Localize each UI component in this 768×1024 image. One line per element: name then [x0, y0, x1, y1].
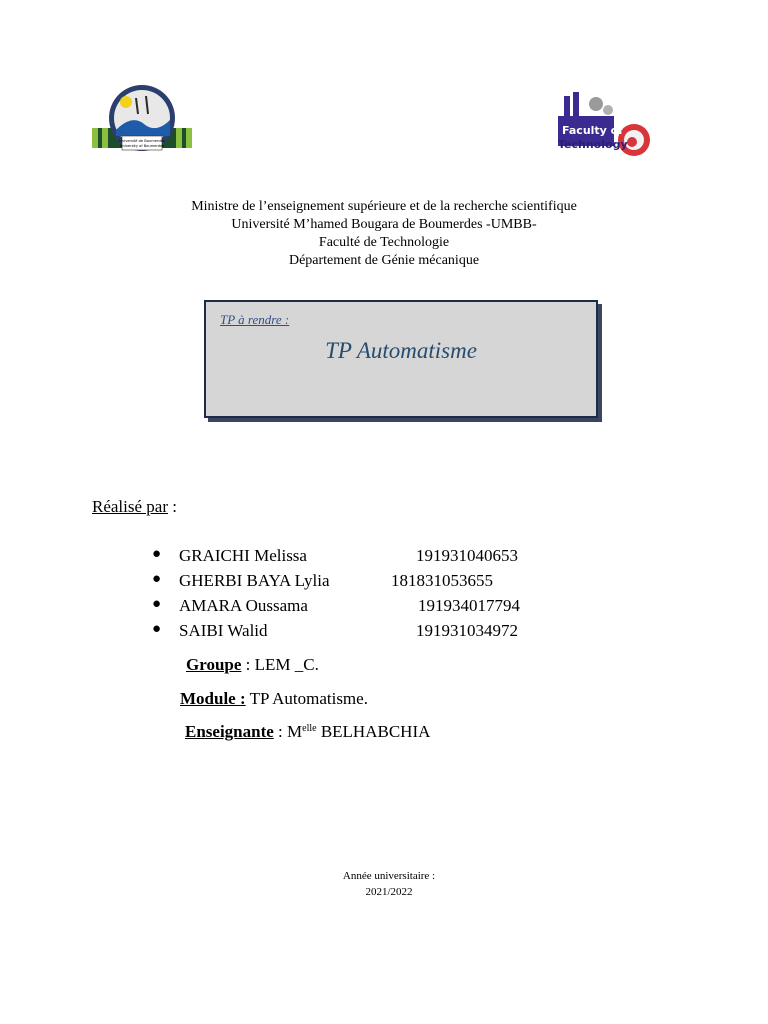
- academic-year-value: 2021/2022: [365, 886, 413, 898]
- bullet-icon: ●: [152, 621, 162, 637]
- module-label: Module :: [180, 689, 246, 708]
- header-line-university: Université M’hamed Bougara de Boumerdes -UMBB-: [231, 217, 537, 232]
- bullet-icon: ●: [152, 571, 162, 587]
- teacher-name: BELHABCHIA: [316, 722, 431, 741]
- header-line-department: Département de Génie mécanique: [288, 253, 480, 268]
- student-name: SAIBI Walid: [179, 621, 268, 640]
- group-value: LEM _C.: [254, 655, 319, 674]
- student-number: 191931040653: [416, 546, 518, 565]
- teacher-label: Enseignante: [185, 722, 274, 741]
- faculty-text-2: Technology: [558, 138, 628, 151]
- bullet-icon: ●: [152, 546, 162, 562]
- student-name: GRAICHI Melissa: [179, 546, 307, 565]
- teacher-sep: : M: [273, 722, 303, 741]
- tp-title-box: [204, 300, 598, 418]
- institution-header: [0, 198, 768, 270]
- header-line-ministry: Ministre de l’enseignement supérieure et de la recherche scientifique: [191, 199, 577, 214]
- group-label: Groupe: [186, 655, 242, 674]
- student-number: 191934017794: [418, 596, 520, 615]
- authors-heading: [92, 497, 177, 517]
- logo-caption-2: University of Boumerdes: [119, 144, 165, 148]
- university-logo: [88, 84, 196, 156]
- academic-year: [0, 868, 768, 900]
- teacher-line: [185, 722, 430, 742]
- teacher-title-sup: elle: [302, 723, 317, 734]
- header-line-faculty: Faculté de Technologie: [318, 235, 450, 250]
- faculty-logo: [556, 90, 654, 158]
- tp-title: TP Automatisme: [325, 338, 477, 363]
- academic-year-label: Année universitaire :: [342, 870, 436, 882]
- tp-label: TP à rendre :: [220, 312, 290, 327]
- list-item: [152, 596, 572, 621]
- list-item: [152, 621, 572, 646]
- student-name: GHERBI BAYA Lylia: [179, 571, 330, 590]
- bullet-icon: ●: [152, 596, 162, 612]
- student-number: 191931034972: [416, 621, 518, 640]
- group-sep: :: [241, 655, 255, 674]
- faculty-text-1: Faculty of: [562, 124, 624, 137]
- student-list: [152, 546, 572, 646]
- list-item: [152, 571, 572, 596]
- student-name: AMARA Oussama: [179, 596, 308, 615]
- logo-caption-1: Université de Boumerdès: [119, 139, 165, 143]
- list-item: [152, 546, 572, 571]
- group-line: [186, 655, 319, 675]
- module-line: [180, 689, 368, 709]
- module-value: TP Automatisme.: [245, 689, 368, 708]
- authors-label: Réalisé par: [92, 497, 168, 516]
- student-number: 181831053655: [391, 571, 493, 590]
- authors-colon: :: [168, 497, 177, 516]
